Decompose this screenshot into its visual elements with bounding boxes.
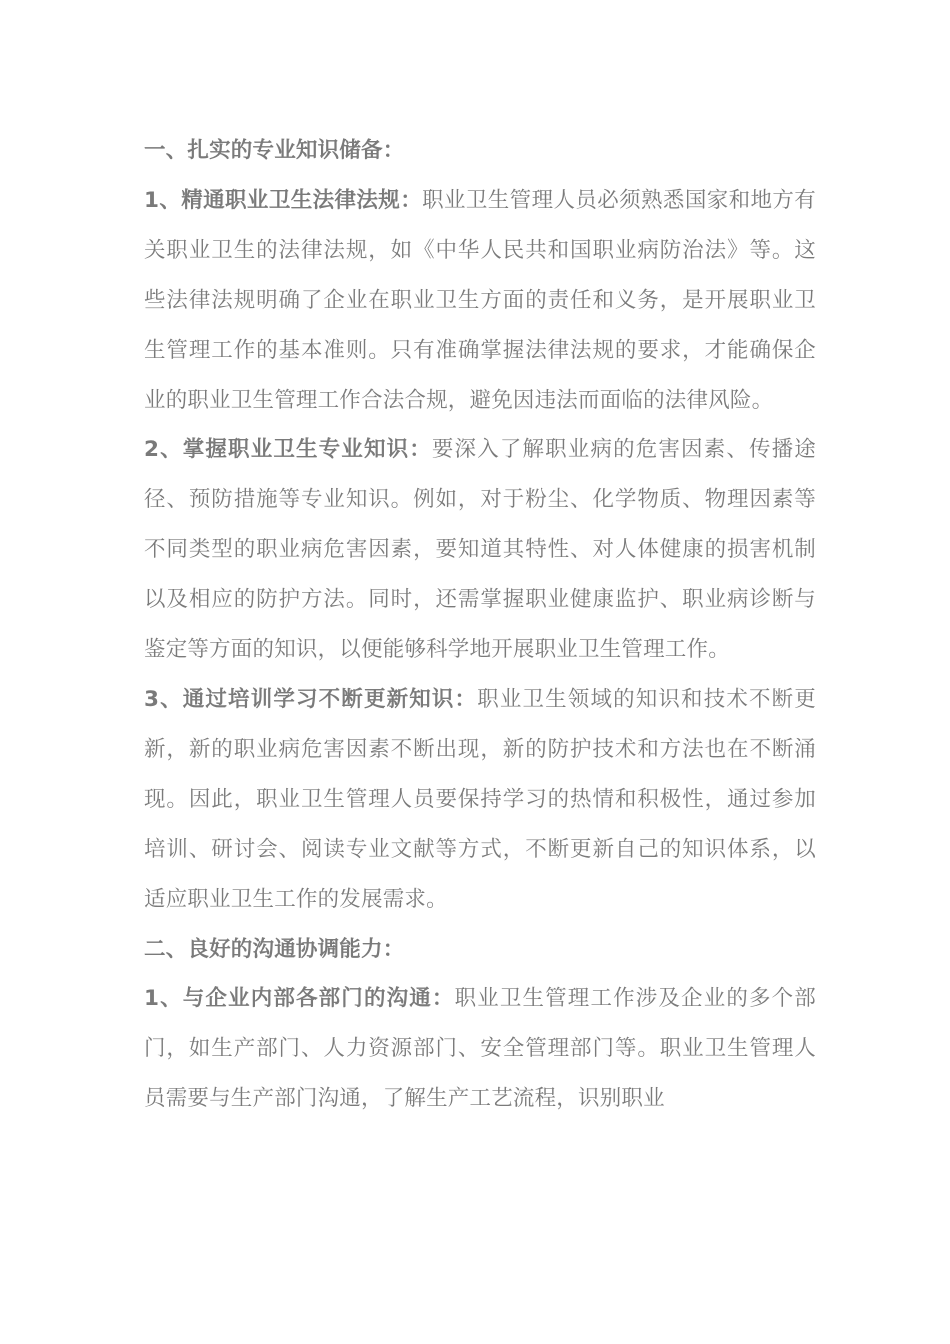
section-heading-2: 二、良好的沟通协调能力： <box>144 936 405 962</box>
paragraph-lead: 1、与企业内部各部门的沟通： <box>144 986 455 1012</box>
paragraph-lead: 1、精通职业卫生法律法规： <box>144 187 423 213</box>
section-heading-1: 一、扎实的专业知识储备： <box>144 138 405 163</box>
paragraph-text: 职业卫生领域的知识和技术不断更新，新的职业病危害因素不断出现，新的防护技术和方法也在不断涌现。因此，职业卫生管理人员要保持学习的热情和积极性，通过参加培训、研讨会、阅读专业文献等方式，不断更新自己的知识体系，以适应职业卫生工作的发展需求。 <box>144 686 816 912</box>
paragraph-training <box>144 675 816 925</box>
paragraph-text: 职业卫生管理人员必须熟悉国家和地方有关职业卫生的法律法规，如《中华人民共和国职业病防治法》等。这些法律法规明确了企业在职业卫生方面的责任和义务，是开展职业卫生管理工作的基本准则。只有准确掌握法律法规的要求，才能确保企业的职业卫生管理工作合法合规，避免因违法而面临的法律风险。 <box>144 187 816 413</box>
document-body <box>144 126 816 1124</box>
paragraph-lead: 2、掌握职业卫生专业知识： <box>144 437 432 463</box>
paragraph-laws <box>144 176 816 426</box>
paragraph-text: 职业卫生管理工作涉及企业的多个部门，如生产部门、人力资源部门、安全管理部门等。职业卫生管理人员需要与生产部门沟通，了解生产工艺流程，识别职业 <box>144 986 817 1112</box>
paragraph-communication <box>144 974 816 1124</box>
paragraph-text: 要深入了解职业病的危害因素、传播途径、预防措施等专业知识。例如，对于粉尘、化学物质、物理因素等不同类型的职业病危害因素，要知道其特性、对人体健康的损害机制以及相应的防护方法。同时，还需掌握职业健康监护、职业病诊断与鉴定等方面的知识，以便能够科学地开展职业卫生管理工作。 <box>144 437 816 663</box>
paragraph-lead: 3、通过培训学习不断更新知识： <box>144 686 478 712</box>
paragraph-professional-knowledge <box>144 425 816 675</box>
